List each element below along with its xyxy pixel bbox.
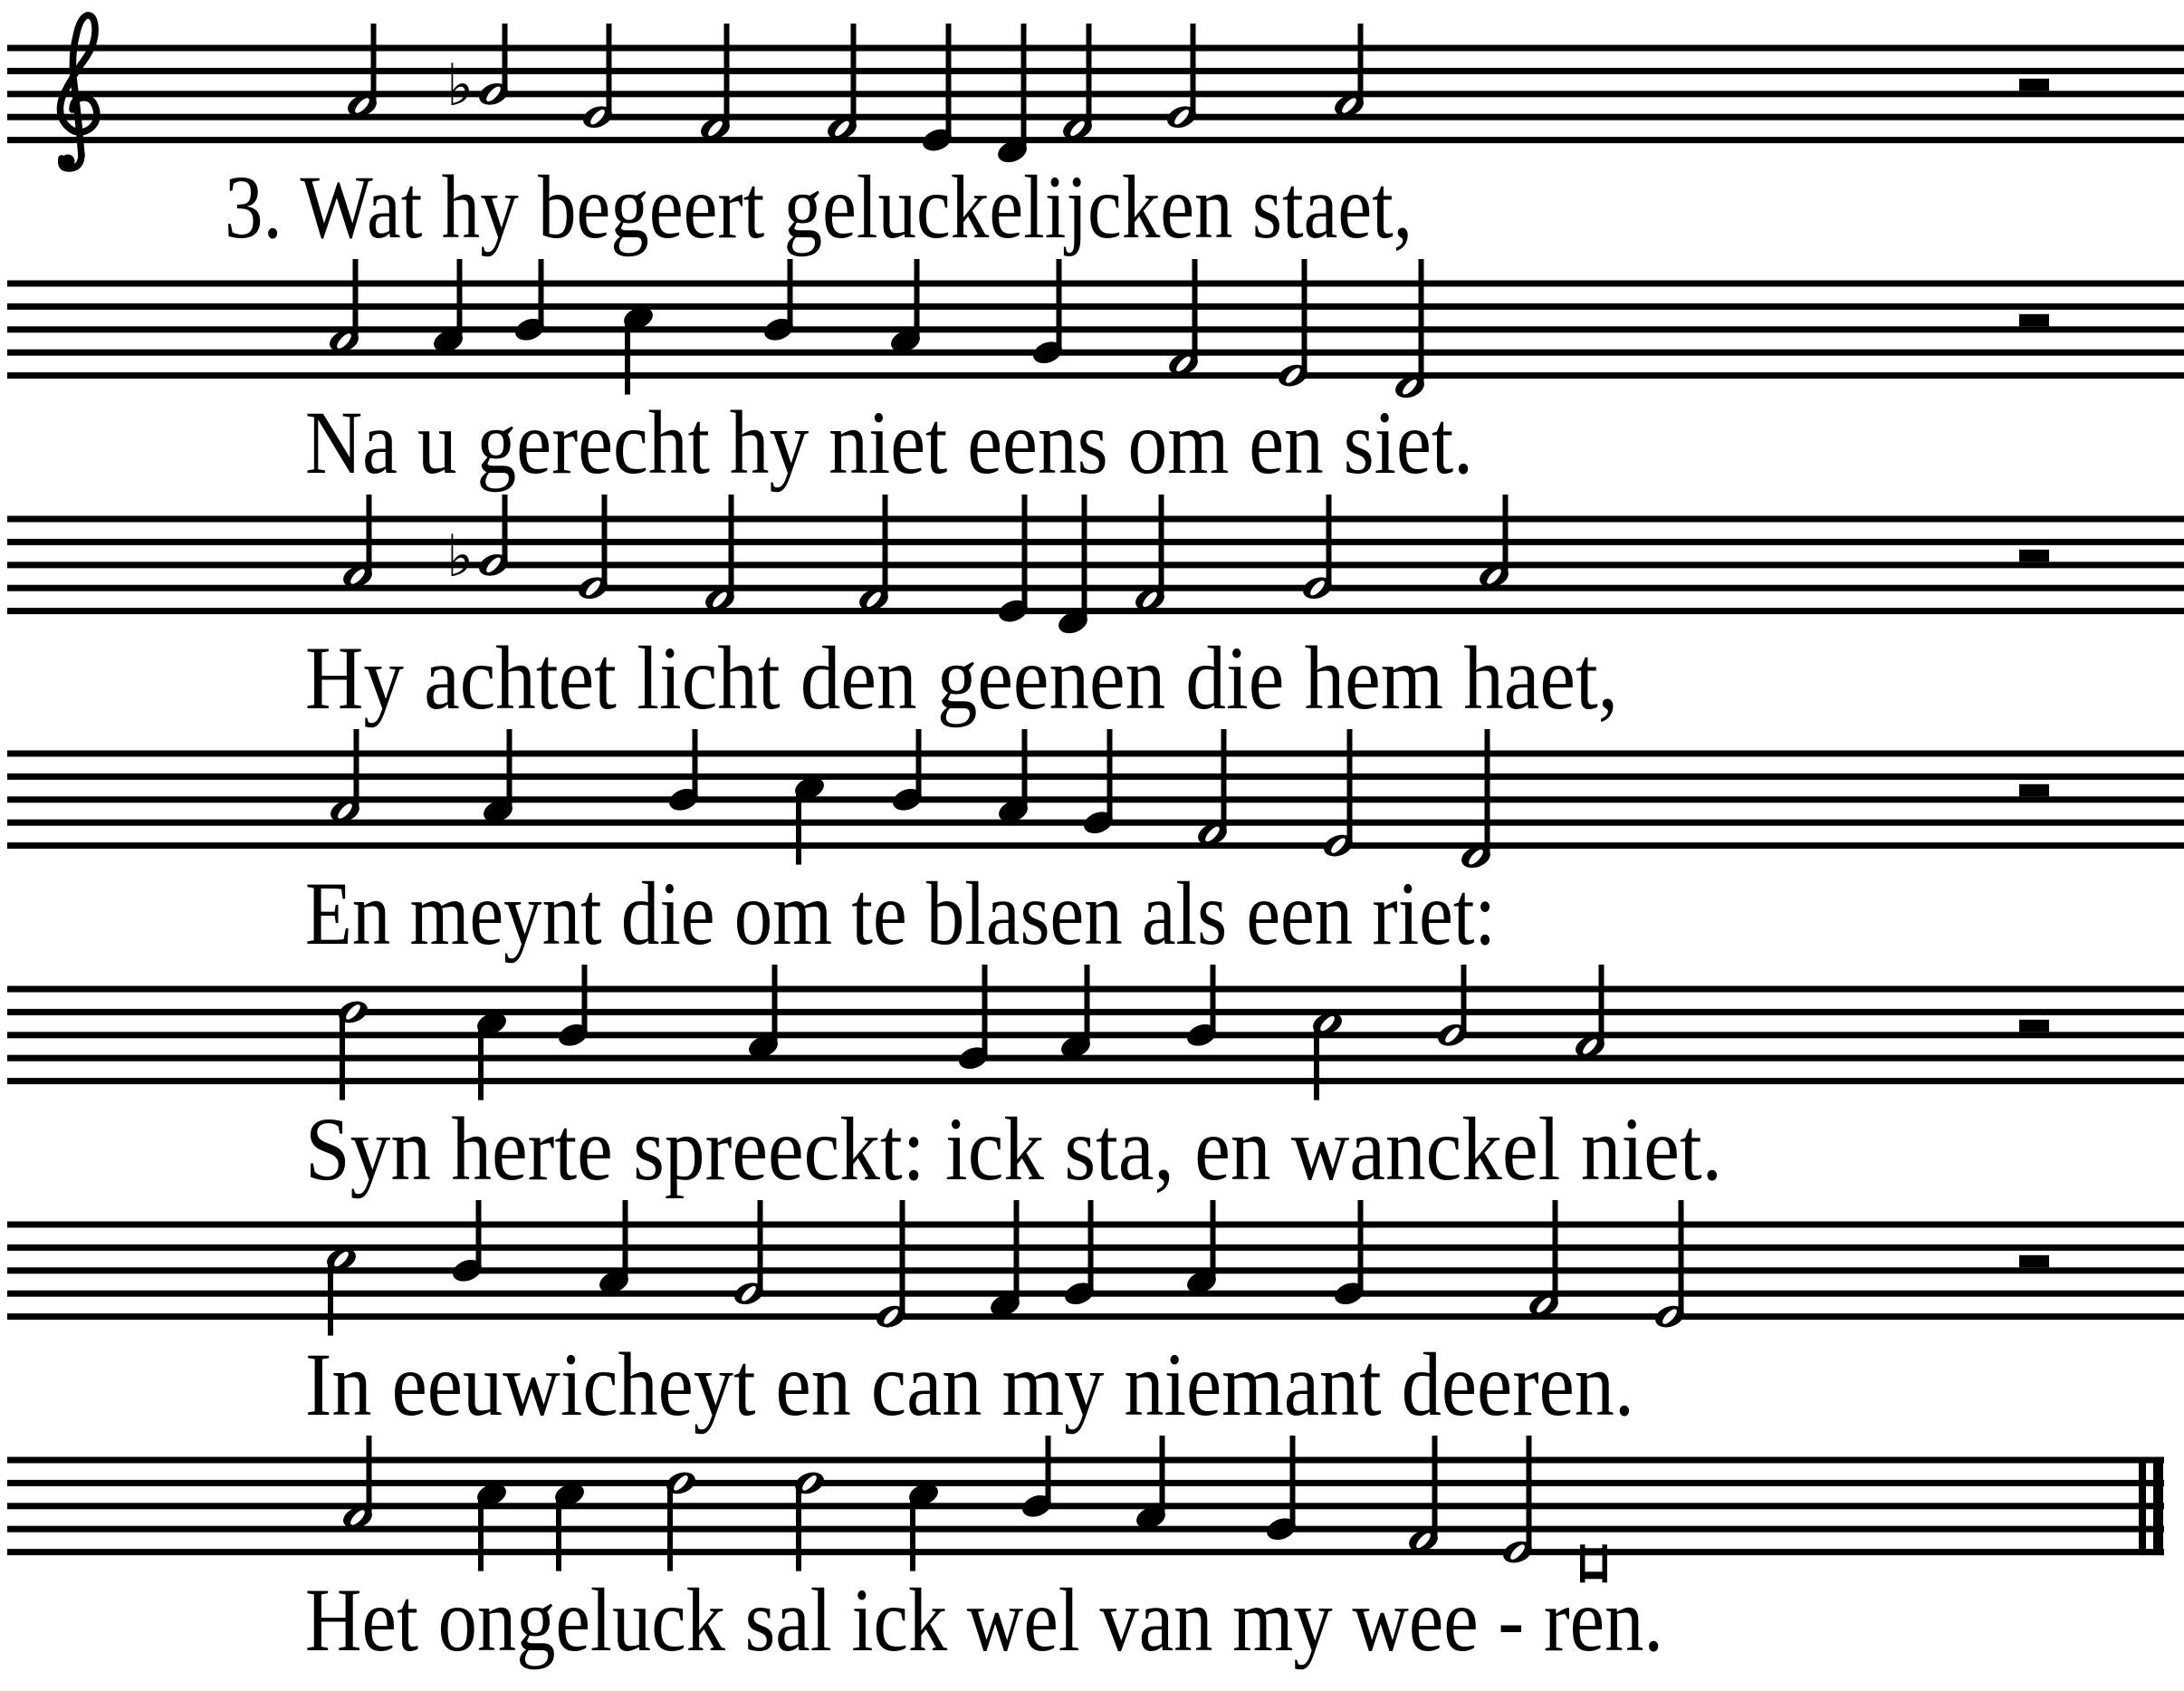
note-stem: [556, 1497, 561, 1571]
staff-line: [7, 562, 2184, 568]
note-stem: [476, 1200, 482, 1268]
final-barline: [2153, 1457, 2163, 1556]
staff-line: [7, 326, 2184, 332]
note-stem: [1021, 24, 1027, 149]
staff-line: [7, 114, 2184, 120]
staff-line: [7, 1222, 2184, 1228]
note-stem: [1527, 1436, 1532, 1550]
lyric-line-3: Hy achtet licht den geenen die hem haet,: [305, 628, 1618, 728]
note-stem: [623, 1200, 628, 1280]
note-stem: [507, 729, 512, 809]
staff-line: [7, 68, 2184, 74]
staff-line: [7, 91, 2184, 97]
note-stem: [457, 259, 463, 339]
staff-line: [7, 1055, 2184, 1062]
staff-line: [7, 1244, 2184, 1251]
staff-line: [7, 303, 2184, 310]
lyric-line-6: In eeuwicheyt en can my niemant deeren.: [305, 1334, 1634, 1435]
staff-line: [7, 608, 2184, 614]
note-stem: [796, 1485, 801, 1571]
staff-line: [7, 350, 2184, 356]
note-stem: [729, 495, 734, 597]
staff-line: [7, 137, 2184, 143]
note-stem: [1014, 1200, 1020, 1302]
staff-line: [7, 585, 2184, 591]
note-stem: [1679, 1200, 1684, 1314]
note-stem: [1057, 259, 1062, 350]
note-stem: [1160, 1436, 1165, 1515]
note-stem: [758, 1200, 763, 1291]
note-stem: [1107, 729, 1113, 820]
note-stem: [724, 24, 730, 126]
note-stem: [788, 259, 793, 327]
note-stem: [982, 965, 988, 1055]
treble-clef: [62, 155, 75, 168]
note-stem: [503, 24, 508, 91]
staff-line: [7, 1032, 2184, 1038]
note-stem: [1193, 259, 1198, 361]
note-stem: [1022, 495, 1028, 609]
note-stem: [900, 1200, 905, 1314]
lyric-line-2: Na u gerecht hy niet eens om en siet.: [305, 392, 1473, 493]
lyric-line-7: Het ongeluck sal ick wel van my wee - ren.: [305, 1570, 1663, 1670]
note-stem: [883, 495, 888, 597]
half-rest: [2019, 550, 2049, 562]
note-stem: [1290, 1436, 1296, 1526]
note-stem: [1419, 259, 1424, 384]
note-stem: [1553, 1200, 1558, 1302]
half-rest: [2019, 314, 2049, 327]
staff-line: [7, 281, 2184, 287]
note-stem: [371, 24, 377, 103]
note-stem: [367, 495, 372, 574]
note-stem: [1358, 24, 1364, 103]
note-stem: [667, 1485, 673, 1571]
note-stem: [1485, 729, 1490, 854]
staff-line: [7, 1009, 2184, 1015]
staff-line: [7, 45, 2184, 52]
note-stem: [582, 965, 588, 1033]
note-stem: [1082, 495, 1087, 620]
staff-line: [7, 1291, 2184, 1297]
note-stem: [625, 321, 630, 395]
note-stem: [367, 1436, 372, 1515]
note-stem: [1599, 965, 1604, 1044]
note-stem: [772, 965, 778, 1044]
staff-line: [7, 1457, 2164, 1464]
lyric-line-4: En meynt die om te blasen als een riet:: [305, 863, 1496, 964]
note-stem: [478, 1497, 484, 1571]
note-stem: [1302, 259, 1308, 373]
flat-accidental-icon: ♭: [446, 523, 474, 591]
note-stem: [915, 259, 920, 339]
note-stem: [1221, 729, 1227, 831]
half-rest: [2019, 784, 2049, 797]
note-stem: [539, 259, 544, 327]
treble-clef: [60, 15, 97, 156]
staff-line: [7, 1480, 2164, 1486]
staff-line: [7, 539, 2184, 545]
note-stem: [340, 1014, 345, 1100]
staff-line: [7, 1503, 2164, 1509]
half-rest: [2019, 79, 2049, 91]
staff-line: [7, 773, 2184, 780]
note-stem: [1046, 1436, 1051, 1504]
staff-line: [7, 1313, 2184, 1320]
note-stem: [1085, 965, 1090, 1044]
lyric-line-1: 3. Wat hy begeert geluckelijcken staet,: [225, 157, 1413, 257]
note-stem: [1358, 1200, 1364, 1291]
note-stem: [1087, 24, 1092, 126]
note-stem: [328, 1262, 333, 1336]
note-stem: [1461, 965, 1467, 1033]
note-stem: [851, 24, 857, 126]
note-stem: [1347, 729, 1353, 843]
note-stem: [1159, 495, 1164, 597]
note-stem: [1314, 1026, 1319, 1100]
note-stem: [353, 259, 359, 339]
note-stem: [354, 729, 359, 809]
staff-line: [7, 1526, 2164, 1532]
note-stem: [1088, 1200, 1094, 1291]
staff-line: [7, 1078, 2184, 1084]
note-stem: [1022, 729, 1028, 809]
half-rest: [2019, 1020, 2049, 1033]
note-stem: [916, 729, 922, 797]
note-stem: [693, 729, 698, 797]
staff-line: [7, 796, 2184, 802]
note-stem: [607, 24, 612, 114]
note-stem: [602, 495, 608, 585]
final-barline: [2139, 1457, 2146, 1556]
staff-line: [7, 516, 2184, 523]
staff-line: [7, 986, 2184, 993]
note-stem: [796, 791, 801, 865]
flat-accidental-icon: ♭: [446, 52, 474, 120]
staff-line: [7, 372, 2184, 379]
note-stem: [503, 495, 508, 562]
note-stem: [1211, 1200, 1216, 1280]
staff-line: [7, 1549, 2164, 1555]
note-stem: [1503, 495, 1509, 574]
note-stem: [478, 1026, 484, 1100]
note-stem: [946, 24, 952, 138]
staff-line: [7, 842, 2184, 849]
staff-line: [7, 751, 2184, 757]
note-stem: [1327, 495, 1332, 585]
half-rest: [2019, 1255, 2049, 1268]
note-stem: [1211, 965, 1216, 1033]
lyric-line-5: Syn herte spreeckt: ick sta, en wanckel niet.: [305, 1099, 1722, 1199]
note-stem: [910, 1497, 915, 1571]
note-stem: [1191, 24, 1196, 114]
note-stem: [1432, 1436, 1438, 1538]
